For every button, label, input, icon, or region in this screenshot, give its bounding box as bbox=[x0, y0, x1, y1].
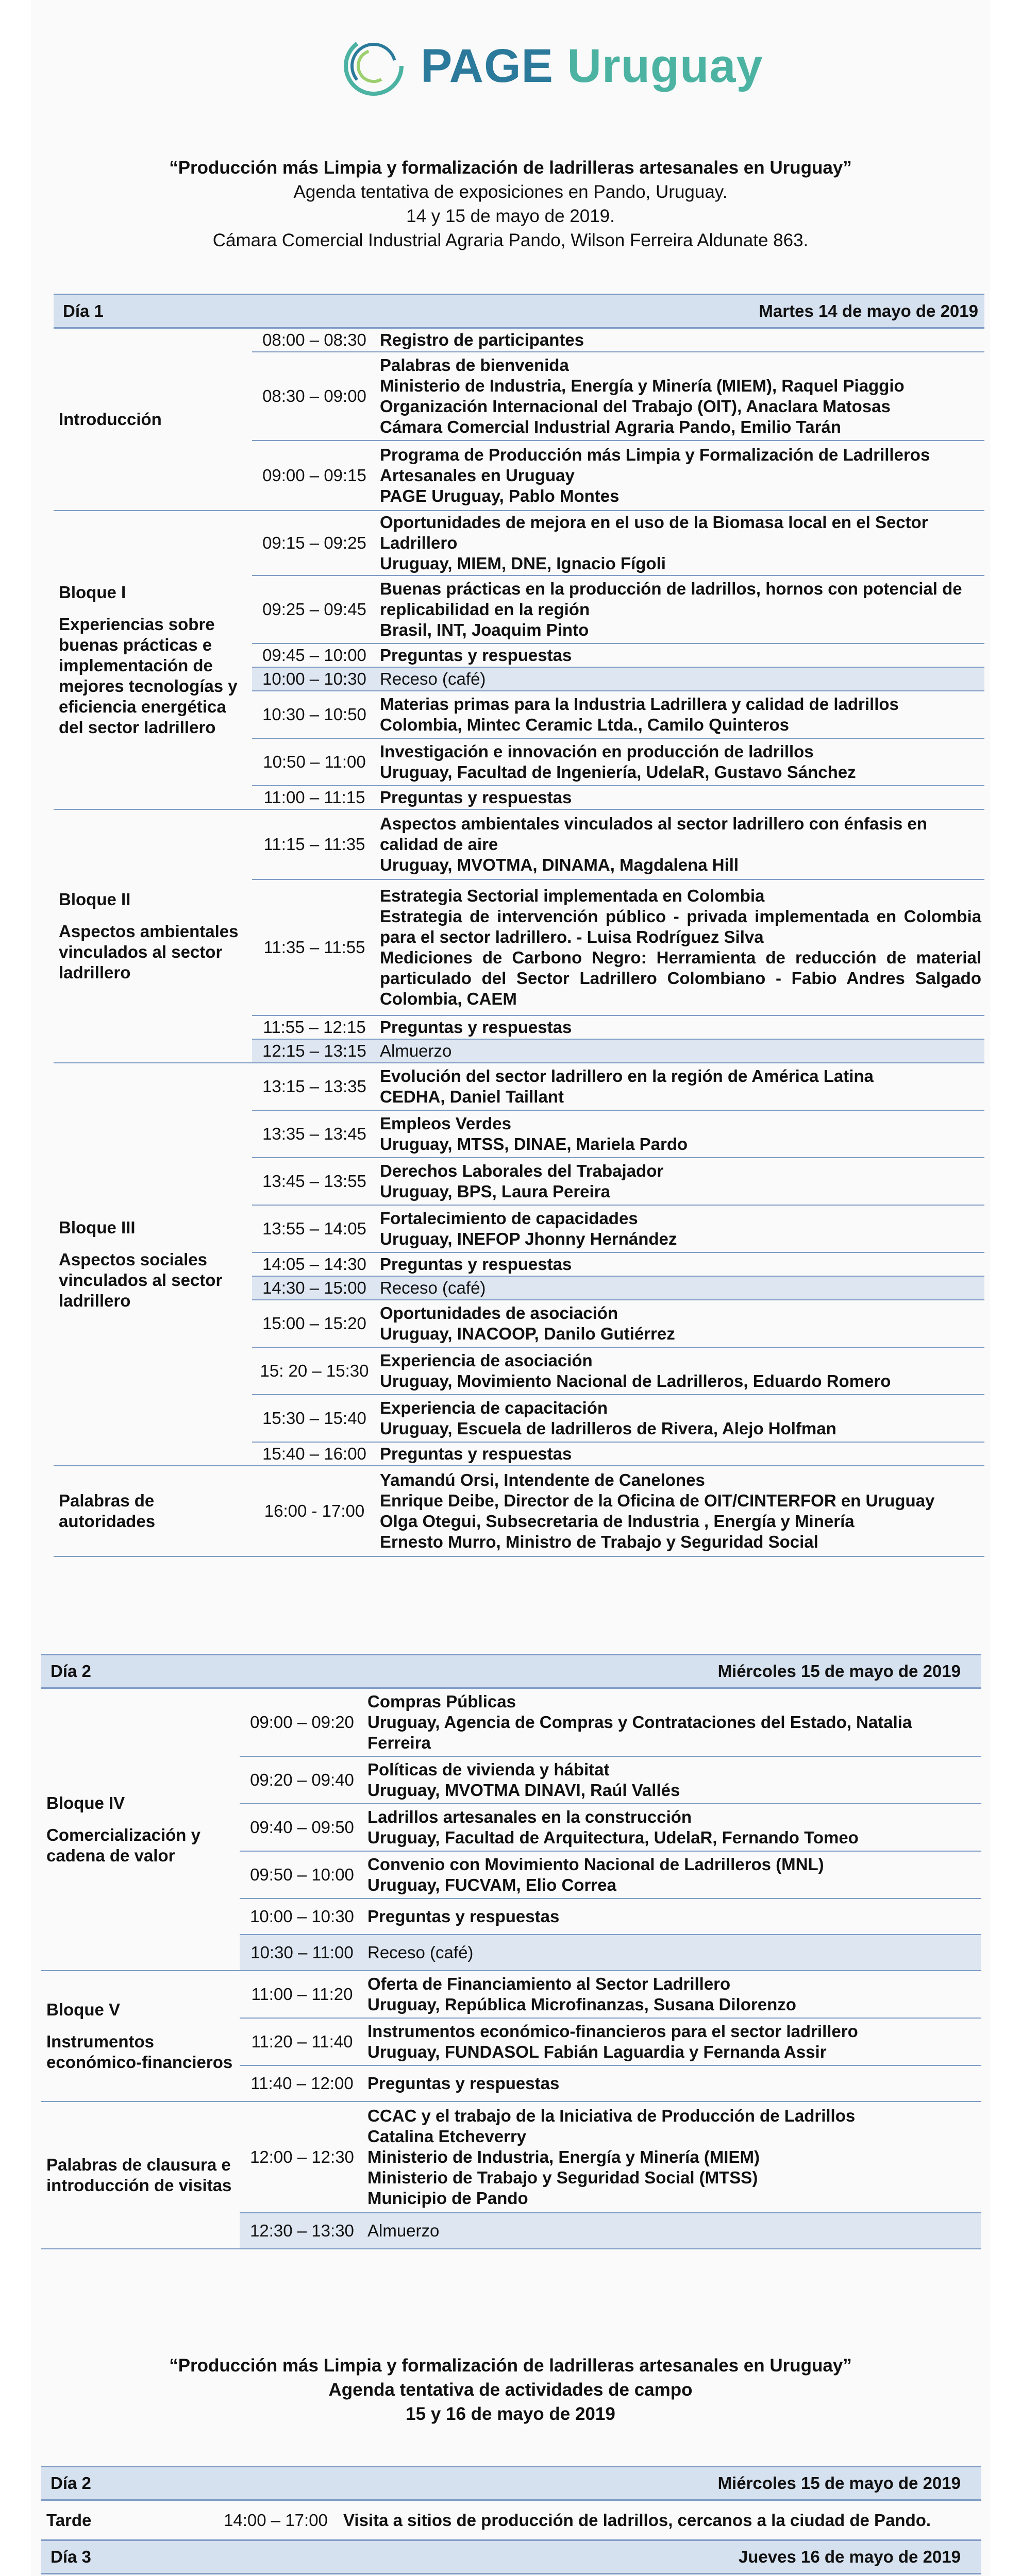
agenda-row: 09:45 – 10:00 Preguntas y respuestas bbox=[54, 643, 984, 667]
field-day2-header: Día 2 Miércoles 15 de mayo de 2019 bbox=[41, 2467, 981, 2500]
agenda-row: Bloque IV Comercialización y cadena de valor 09:00 – 09:20 Compras Públicas Uruguay, Agencia de Compras y Contrataciones del Estado, Natalia Ferreira bbox=[41, 1688, 981, 1756]
agenda-row: 09:40 – 09:50 Ladrillos artesanales en la construcción Uruguay, Facultad de Arquitectura, UdelaR, Fernando Tomeo bbox=[41, 1804, 981, 1851]
section-bloque-2: Bloque II Aspectos ambientales vinculados al sector ladrillero bbox=[54, 809, 252, 1063]
field-agenda-table bbox=[41, 2466, 981, 2576]
agenda-row: 11:55 – 12:15 Preguntas y respuestas bbox=[54, 1015, 984, 1039]
section-clausura: Palabras de clausura e introducción de visitas bbox=[41, 2102, 240, 2249]
brand-name: PAGE Uruguay bbox=[421, 39, 763, 92]
agenda-row: 09:50 – 10:00 Convenio con Movimiento Nacional de Ladrilleros (MNL) Uruguay, FUCVAM, Elio Correa bbox=[41, 1851, 981, 1899]
agenda-row: 14:05 – 14:30 Preguntas y respuestas bbox=[54, 1252, 984, 1276]
agenda-row: 11:20 – 11:40 Instrumentos económico-financieros para el sector ladrillero Uruguay, FUNDASOL Fabián Laguardia y Fernanda Assir bbox=[41, 2018, 981, 2065]
page-uruguay-logo bbox=[340, 30, 763, 102]
agenda-row: 15:00 – 15:20 Oportunidades de asociación Uruguay, INACOOP, Danilo Gutiérrez bbox=[54, 1300, 984, 1347]
section-bloque-3: Bloque III Aspectos sociales vinculados al sector ladrillero bbox=[54, 1063, 252, 1466]
field-day3-header: Día 3 Jueves 16 de mayo de 2019 bbox=[41, 2540, 981, 2574]
agenda-row: 10:30 – 10:50 Materias primas para la Industria Ladrillera y calidad de ladrillos Colombia, Mintec Ceramic Ltda., Camilo Quinteros bbox=[54, 691, 984, 738]
agenda-row: 13:35 – 13:45 Empleos Verdes Uruguay, MTSS, DINAE, Mariela Pardo bbox=[54, 1110, 984, 1158]
agenda-row: Bloque II Aspectos ambientales vinculados al sector ladrillero 11:15 – 11:35 Aspectos ambientales vinculados al sector ladrillero con énfasis en calidad de aire Uruguay, MVOTMA, DINAMA, Magdalena Hill bbox=[54, 809, 984, 879]
agenda-venue: Cámara Comercial Industrial Agraria Pando, Wilson Ferreira Aldunate 863. bbox=[212, 230, 809, 250]
agenda-row: Bloque III Aspectos sociales vinculados al sector ladrillero 13:15 – 13:35 Evolución del sector ladrillero en la región de América Latina CEDHA, Daniel Taillant bbox=[54, 1063, 984, 1110]
day2-agenda-table bbox=[41, 1654, 981, 2249]
agenda-row: 11:35 – 11:55 Estrategia Sectorial implementada en Colombia Estrategia de intervención público - privada implementada en Colombia para el sector ladrillero. - Luisa Rodríguez Silva Mediciones de Carbono Negro: Herramienta de reducción de material particulado del Sector Ladrillero Colombiano - Fabio Andres Salgado Colombia, CAEM bbox=[54, 879, 984, 1015]
agenda-row: 11:40 – 12:00 Preguntas y respuestas bbox=[41, 2065, 981, 2102]
agenda-row: 13:45 – 13:55 Derechos Laborales del Trabajador Uruguay, BPS, Laura Pereira bbox=[54, 1158, 984, 1205]
day1-date: Martes 14 de mayo de 2019 bbox=[377, 295, 984, 328]
agenda-row: 09:20 – 09:40 Políticas de vivienda y hábitat Uruguay, MVOTMA DINAVI, Raúl Vallés bbox=[41, 1756, 981, 1804]
section-autoridades: Palabras de autoridades bbox=[54, 1466, 252, 1556]
page-swirl-icon bbox=[340, 32, 407, 99]
agenda-row: Bloque I Experiencias sobre buenas prácticas e implementación de mejores tecnologías y eficiencia energética del sector ladrillero 09:15 – 09:25 Oportunidades de mejora en el uso de la Biomasa local en el Sector Ladrillero Uruguay, MIEM, DNE, Ignacio Fígoli bbox=[54, 511, 984, 575]
field-title: “Producción más Limpia y formalización de ladrilleras artesanales en Uruguay” bbox=[169, 2355, 852, 2376]
agenda-dates: 14 y 15 de mayo de 2019. bbox=[406, 206, 615, 226]
break-row: 14:30 – 15:00 Receso (café) bbox=[54, 1276, 984, 1300]
field-row: Tarde 14:00 – 17:00 Visita a sitios de producción de ladrillos, cercanos a la ciudad de Pando. bbox=[41, 2500, 981, 2540]
section-bloque-1: Bloque I Experiencias sobre buenas prácticas e implementación de mejores tecnologías y eficiencia energética del sector ladrillero bbox=[54, 511, 252, 809]
agenda-row: 10:00 – 10:30 Preguntas y respuestas bbox=[41, 1899, 981, 1935]
break-row: 12:30 – 13:30 Almuerzo bbox=[41, 2213, 981, 2249]
day1-header-row bbox=[54, 295, 984, 328]
agenda-row: 09:25 – 09:45 Buenas prácticas en la producción de ladrillos, hornos con potencial de replicabilidad en la región Brasil, INT, Joaquim Pinto bbox=[54, 575, 984, 643]
agenda-row: 10:50 – 11:00 Investigación e innovación en producción de ladrillos Uruguay, Facultad de Ingeniería, UdelaR, Gustavo Sánchez bbox=[54, 738, 984, 786]
break-row: 10:00 – 10:30 Receso (café) bbox=[54, 667, 984, 691]
field-row bbox=[41, 2574, 981, 2576]
section-bloque-5: Bloque V Instrumentos económico-financieros bbox=[41, 1971, 240, 2102]
field-dates: 15 y 16 de mayo de 2019 bbox=[406, 2404, 615, 2424]
agenda-subtitle: Agenda tentativa de exposiciones en Pando, Uruguay. bbox=[293, 182, 728, 202]
agenda-row: 09:00 – 09:15 Programa de Producción más Limpia y Formalización de Ladrilleros Artesanales en Uruguay PAGE Uruguay, Pablo Montes bbox=[54, 440, 984, 511]
field-header bbox=[0, 2353, 1021, 2426]
section-bloque-4: Bloque IV Comercialización y cadena de valor bbox=[41, 1688, 240, 1971]
agenda-title: “Producción más Limpia y formalización de ladrilleras artesanales en Uruguay” bbox=[169, 158, 852, 178]
agenda-row: 08:30 – 09:00 Palabras de bienvenida Ministerio de Industria, Energía y Minería (MIEM), Raquel Piaggio Organización Internacional del Trabajo (OIT), Anaclara Matosas Cámara Comercial Industrial Agraria Pando, Emilio Tarán bbox=[54, 352, 984, 440]
agenda-row: 15: 20 – 15:30 Experiencia de asociación Uruguay, Movimiento Nacional de Ladrilleros, Eduardo Romero bbox=[54, 1347, 984, 1395]
section-intro: Introducción bbox=[54, 328, 252, 511]
agenda-row: 13:55 – 14:05 Fortalecimiento de capacidades Uruguay, INEFOP Jhonny Hernández bbox=[54, 1205, 984, 1252]
day2-date: Miércoles 15 de mayo de 2019 bbox=[364, 1655, 981, 1688]
day2-header-row bbox=[41, 1655, 981, 1688]
day1-agenda-table bbox=[54, 294, 984, 1557]
agenda-row: Palabras de clausura e introducción de visitas 12:00 – 12:30 CCAC y el trabajo de la Iniciativa de Producción de Ladrillos Catalina Etcheverry Ministerio de Industria, Energía y Minería (MIEM) Ministerio de Trabajo y Seguridad Social (MTSS) Municipio de Pando bbox=[41, 2102, 981, 2213]
field-subtitle: Agenda tentativa de actividades de campo bbox=[328, 2380, 693, 2400]
agenda-row: Introducción 08:00 – 08:30 Registro de participantes bbox=[54, 328, 984, 352]
agenda-row: 15:40 – 16:00 Preguntas y respuestas bbox=[54, 1442, 984, 1466]
agenda-row: Bloque V Instrumentos económico-financieros 11:00 – 11:20 Oferta de Financiamiento al Sector Ladrillero Uruguay, República Microfinanzas, Susana Dilorenzo bbox=[41, 1971, 981, 2018]
break-row: 10:30 – 11:00 Receso (café) bbox=[41, 1935, 981, 1971]
agenda-header bbox=[0, 156, 1021, 252]
day1-label: Día 1 bbox=[54, 295, 377, 328]
day2-label: Día 2 bbox=[41, 1655, 364, 1688]
agenda-row: Palabras de autoridades 16:00 - 17:00 Yamandú Orsi, Intendente de Canelones Enrique Deibe, Director de la Oficina de OIT/CINTERFOR en Uruguay Olga Otegui, Subsecretaria de Industria , Energía y Minería Ernesto Murro, Ministro de Trabajo y Seguridad Social bbox=[54, 1466, 984, 1556]
agenda-row: 15:30 – 15:40 Experiencia de capacitación Uruguay, Escuela de ladrilleros de Rivera, Alejo Holfman bbox=[54, 1395, 984, 1442]
break-row: 12:15 – 13:15 Almuerzo bbox=[54, 1039, 984, 1063]
agenda-row: 11:00 – 11:15 Preguntas y respuestas bbox=[54, 786, 984, 809]
